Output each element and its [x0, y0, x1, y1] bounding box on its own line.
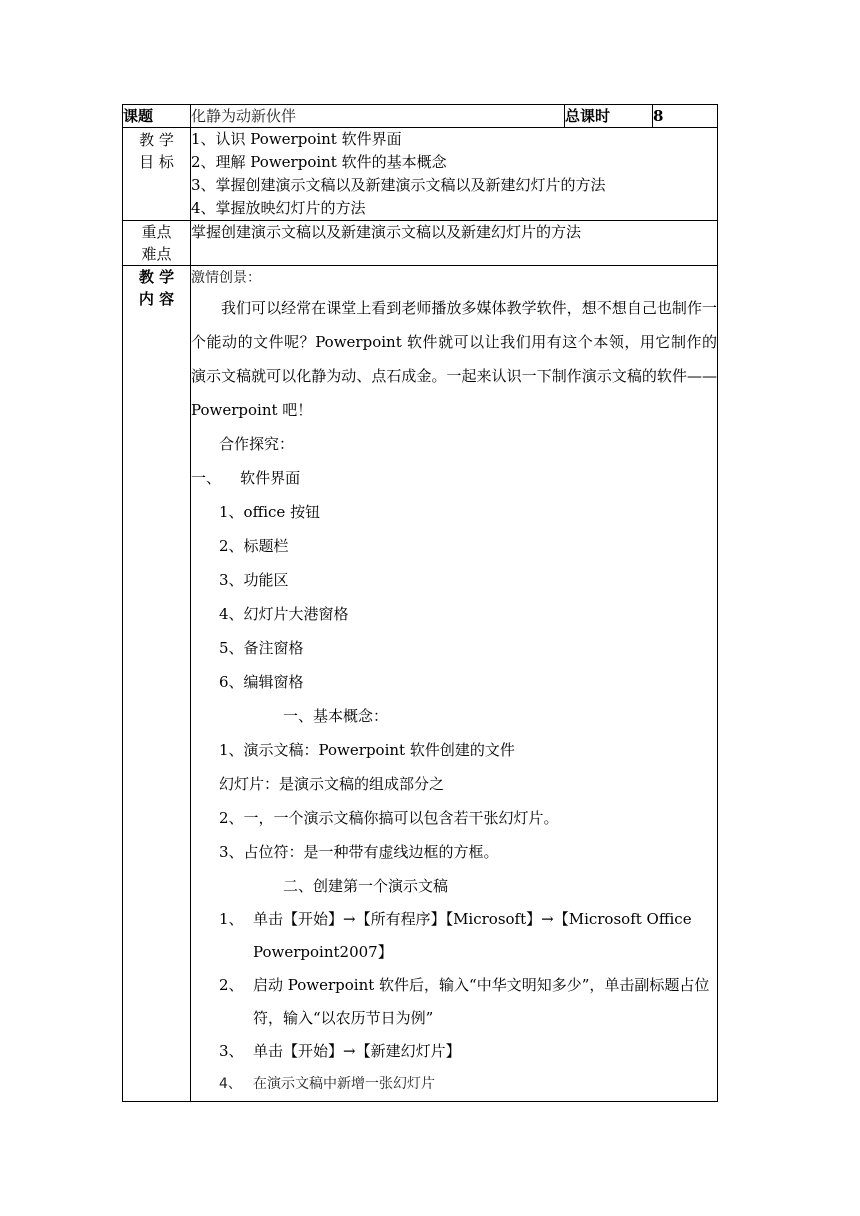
step-text: 在演示文稿中新增一张幻灯片 — [253, 1076, 435, 1092]
goals-label-line1: 教 学 — [139, 131, 174, 149]
content-row — [123, 266, 718, 1102]
content-label — [123, 266, 191, 1102]
section3-heading: 二、创建第一个演示文稿 — [283, 877, 449, 895]
goal-item: 4、掌握放映幻灯片的方法 — [191, 199, 366, 217]
section1-item: 5、备注窗格 — [219, 639, 304, 657]
content-label-line1: 教 学 — [138, 268, 175, 286]
key-points-label-line2: 难点 — [141, 245, 172, 263]
explore-heading: 合作探究： — [219, 435, 295, 453]
topic-label: 课题 — [123, 105, 191, 128]
section1-item: 6、编辑窗格 — [219, 673, 304, 691]
section1-heading: 一、 软件界面 — [191, 469, 301, 487]
intro-heading: 激情创景： — [191, 270, 261, 286]
content-label-line2: 内 容 — [138, 290, 175, 308]
step-text: 单击【开始】→【所有程序】【Microsoft】→【Microsoft Office Powerpoint2007】 — [253, 910, 692, 961]
section2-item: 2、一，一个演示文稿你搞可以包含若干张幻灯片。 — [219, 809, 559, 827]
lesson-plan-table — [122, 104, 718, 1102]
goals-label-line2: 目 标 — [139, 153, 174, 171]
section2-item: 幻灯片：是演示文稿的组成部分之 — [219, 775, 445, 793]
goals-label — [123, 128, 191, 221]
step-number: 3、 — [219, 1042, 244, 1060]
topic-value: 化静为动新伙伴 — [191, 105, 565, 128]
section2-item: 1、演示文稿：Powerpoint 软件创建的文件 — [219, 741, 515, 759]
goals-list — [191, 128, 718, 221]
section3-step — [191, 903, 717, 969]
section1-item: 2、标题栏 — [219, 537, 289, 555]
goals-row — [123, 128, 718, 221]
intro-paragraph: 我们可以经常在课堂上看到老师播放多媒体教学软件，想不想自己也制作一个能动的文件呢？Powerpoint 软件就可以让我们用有这个本领，用它制作的演示文稿就可以化静为动、点石成金。一起来认识一下制作演示文稿的软件——Powerpoint 吧！ — [191, 299, 717, 419]
section1-item: 3、功能区 — [219, 571, 289, 589]
section1-item: 1、office 按钮 — [219, 503, 321, 521]
section3-step — [191, 1068, 717, 1101]
key-points-label-line1: 重点 — [141, 223, 172, 241]
content-body — [191, 266, 718, 1102]
section3-step — [191, 1035, 717, 1068]
header-row — [123, 105, 718, 128]
goal-item: 2、理解 Powerpoint 软件的基本概念 — [191, 153, 447, 171]
section1-item: 4、幻灯片大港窗格 — [219, 605, 349, 623]
section2-heading: 一、基本概念： — [283, 707, 389, 725]
goal-item: 1、认识 Powerpoint 软件界面 — [191, 130, 402, 148]
section3-step — [191, 969, 717, 1035]
step-text: 启动 Powerpoint 软件后，输入“中华文明知多少”，单击副标题占位符，输入“以农历节日为例” — [253, 976, 710, 1027]
step-number: 1、 — [219, 910, 244, 928]
step-number: 2、 — [219, 976, 244, 994]
key-points-row — [123, 221, 718, 266]
section2-item: 3、占位符：是一种带有虚线边框的方框。 — [219, 843, 499, 861]
step-number: 4、 — [219, 1076, 242, 1092]
total-hours-value: 8 — [653, 105, 718, 128]
step-text: 单击【开始】→【新建幻灯片】 — [253, 1042, 461, 1060]
goal-item: 3、掌握创建演示文稿以及新建演示文稿以及新建幻灯片的方法 — [191, 176, 606, 194]
total-hours-label: 总课时 — [565, 105, 653, 128]
lesson-plan-sheet — [122, 104, 717, 1099]
key-points-text: 掌握创建演示文稿以及新建演示文稿以及新建幻灯片的方法 — [191, 221, 718, 266]
key-points-label — [123, 221, 191, 266]
